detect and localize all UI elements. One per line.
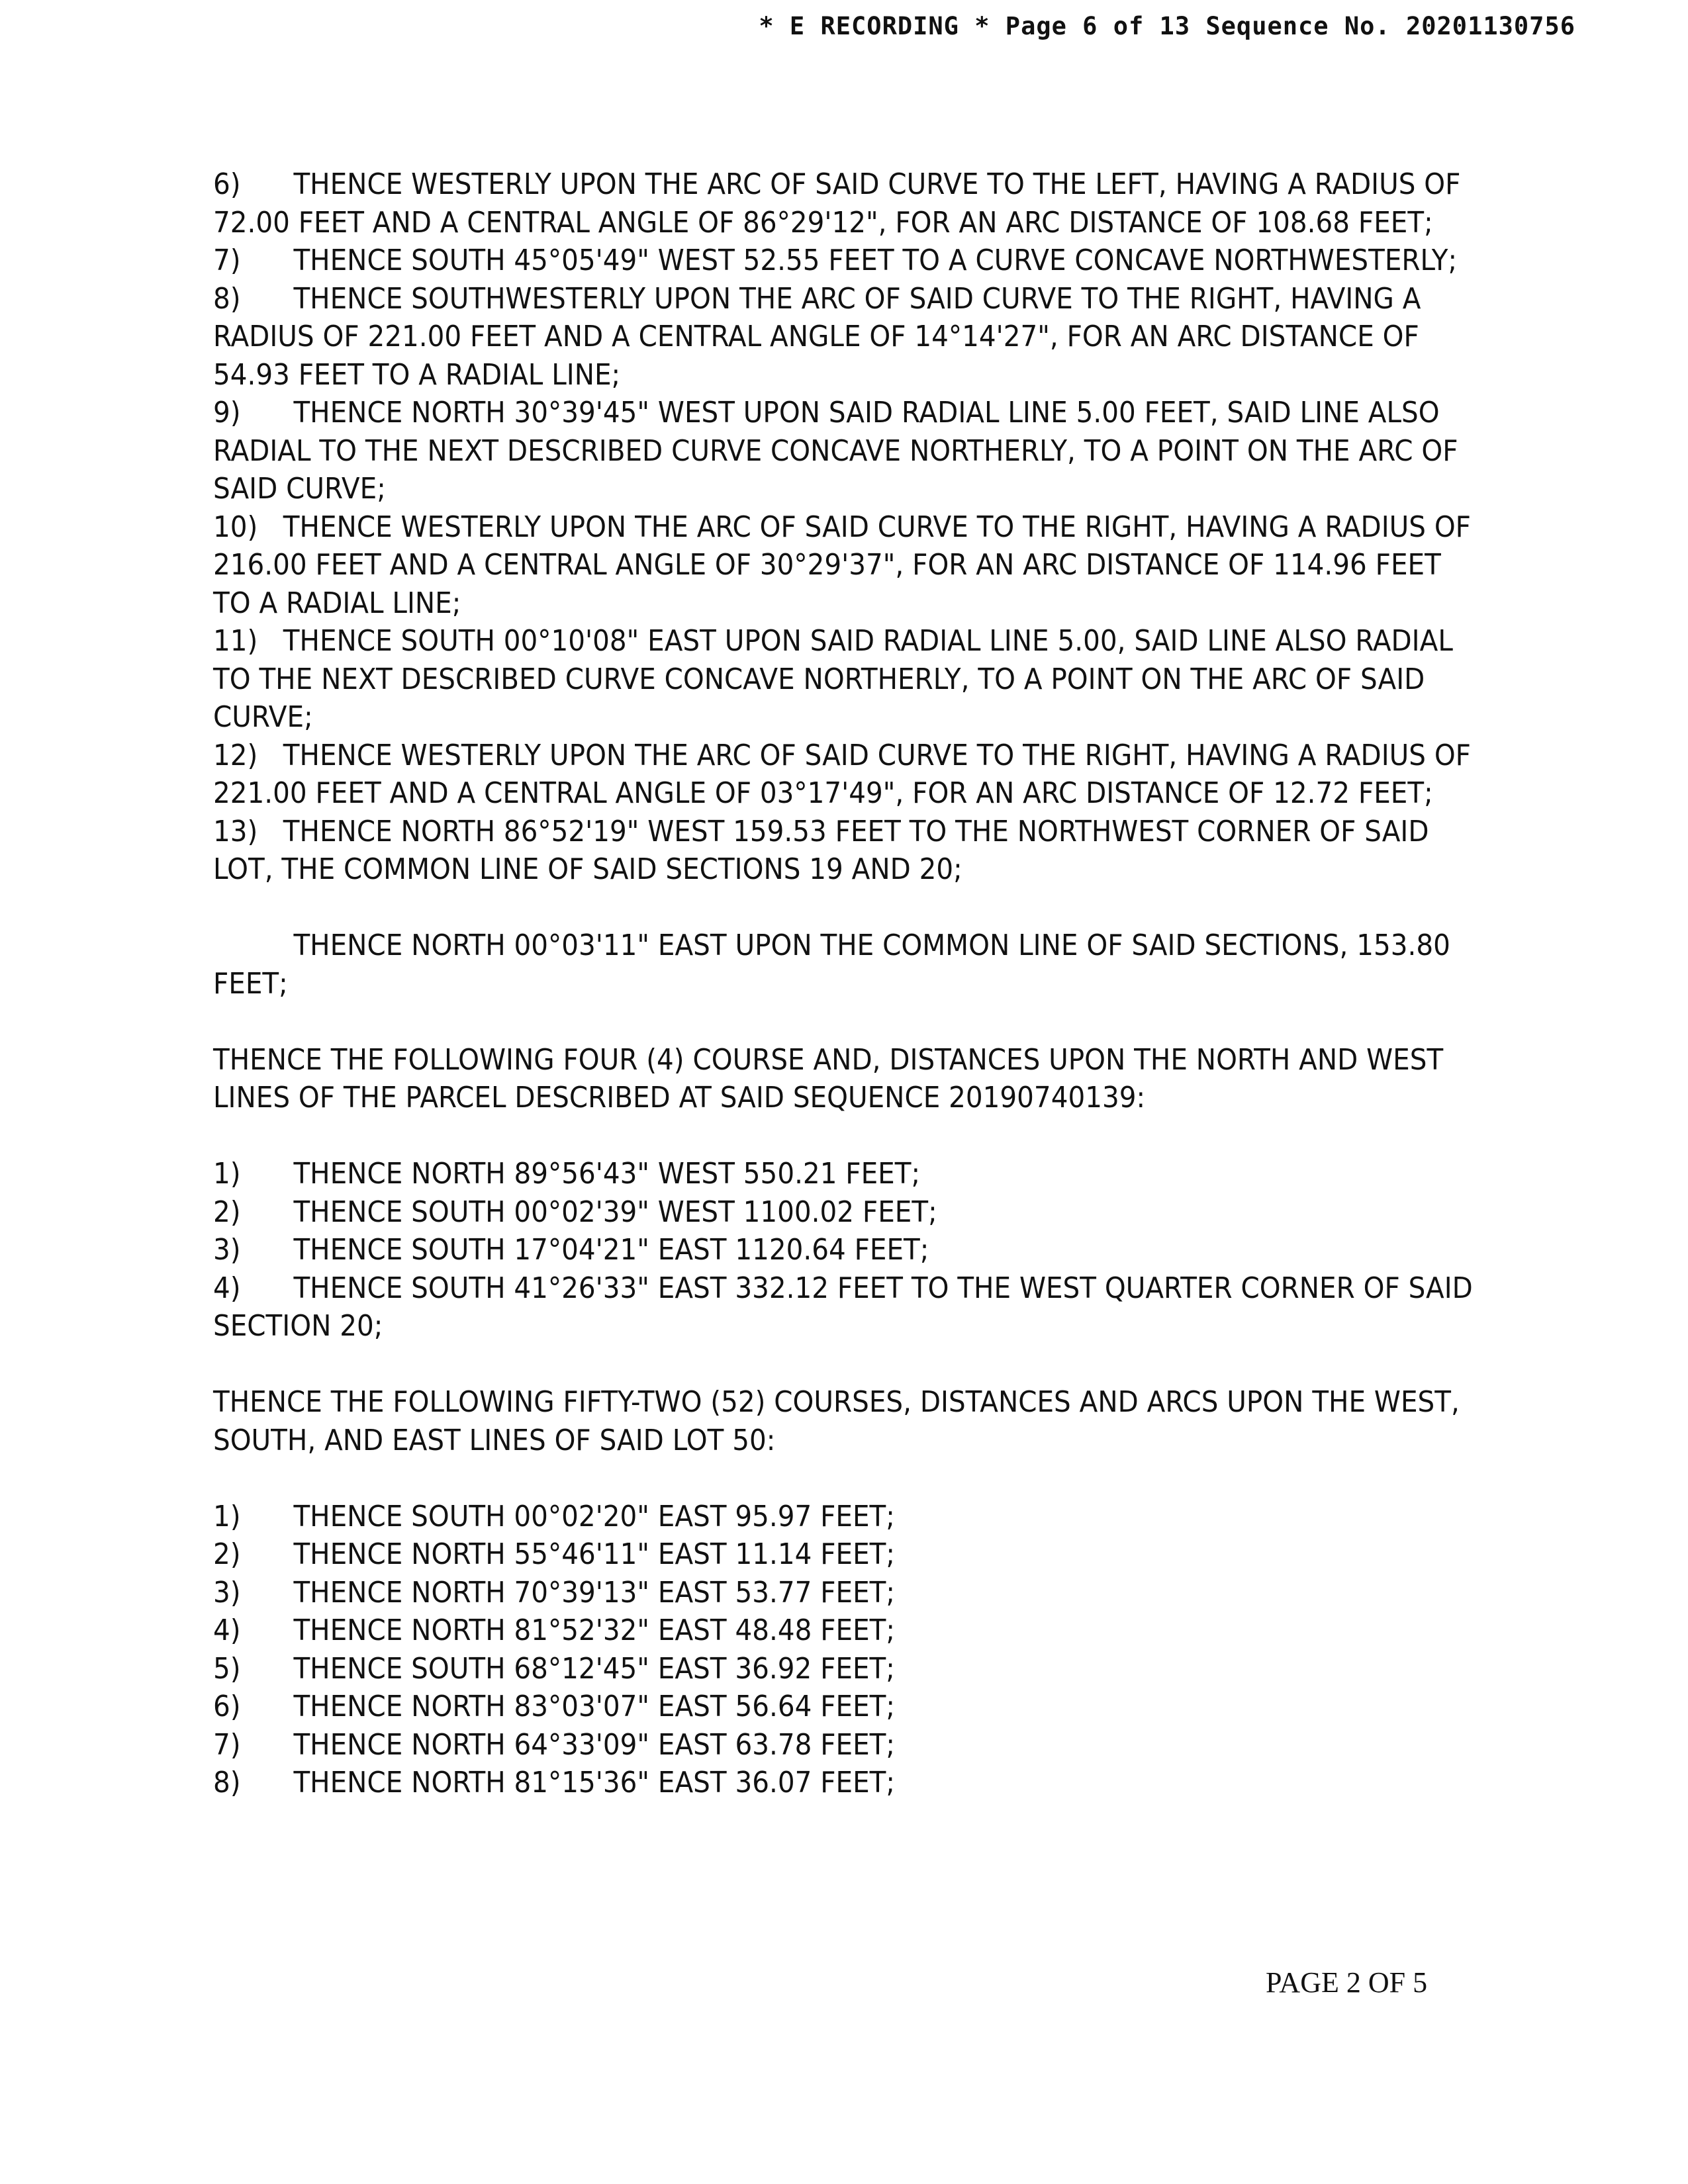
course-item [213, 813, 1474, 889]
legal-description-body [213, 165, 1474, 1802]
course-number: 11) [213, 624, 258, 658]
course-text: THENCE NORTH 86°52'19" WEST 159.53 FEET TO THE NORTHWEST CORNER OF SAID LOT, THE COMMON LINE OF SAID SECTIONS 19 AND 20; [213, 814, 1429, 886]
course-number: 1) [213, 1499, 241, 1533]
course-item [213, 1155, 1474, 1193]
course-item [213, 1650, 1474, 1688]
course-number: 7) [213, 1727, 241, 1762]
course-text: THENCE WESTERLY UPON THE ARC OF SAID CURVE TO THE RIGHT, HAVING A RADIUS OF 216.00 FEET AND A CENTRAL ANGLE OF 30°29'37", FOR AN ARC DISTANCE OF 114.96 FEET TO A RADIAL LINE; [213, 510, 1471, 620]
course-item [213, 280, 1474, 394]
course-text: THENCE NORTH 89°56'43" WEST 550.21 FEET; [293, 1157, 921, 1191]
course-item [213, 622, 1474, 737]
course-item [213, 1535, 1474, 1574]
course-item [213, 508, 1474, 623]
spacer [213, 1117, 1474, 1156]
fifty-two-courses-list [213, 1498, 1474, 1802]
course-text: THENCE SOUTH 00°02'39" WEST 1100.02 FEET; [293, 1195, 937, 1229]
course-number: 12) [213, 738, 258, 772]
course-number: 6) [213, 167, 241, 201]
course-text: THENCE SOUTH 17°04'21" EAST 1120.64 FEET; [293, 1233, 929, 1267]
course-item [213, 1193, 1474, 1232]
course-number: 10) [213, 510, 258, 544]
course-item [213, 165, 1474, 242]
course-number: 9) [213, 396, 241, 430]
thence-north-paragraph: THENCE NORTH 00°03'11" EAST UPON THE COMMON LINE OF SAID SECTIONS, 153.80 FEET; [213, 929, 1450, 1001]
course-text: THENCE SOUTH 68°12'45" EAST 36.92 FEET; [293, 1651, 895, 1686]
course-number: 8) [213, 281, 241, 316]
course-number: 7) [213, 244, 241, 277]
course-number: 4) [213, 1271, 241, 1305]
course-item [213, 1726, 1474, 1764]
four-courses-intro: THENCE THE FOLLOWING FOUR (4) COURSE AND, DISTANCES UPON THE NORTH AND WEST LINES OF THE PARCEL DESCRIBED AT SAID SEQUENCE 20190740139: [213, 1042, 1444, 1115]
course-text: THENCE SOUTH 41°26'33" EAST 332.12 FEET TO THE WEST QUARTER CORNER OF SAID SECTION 20; [213, 1271, 1473, 1343]
course-text: THENCE SOUTH 45°05'49" WEST 52.55 FEET TO A CURVE CONCAVE NORTHWESTERLY; [293, 244, 1458, 277]
course-text: THENCE NORTH 55°46'11" EAST 11.14 FEET; [293, 1537, 896, 1571]
course-text: THENCE NORTH 30°39'45" WEST UPON SAID RADIAL LINE 5.00 FEET, SAID LINE ALSO RADIAL TO THE NEXT DESCRIBED CURVE CONCAVE NORTHERLY, TO A POINT ON THE ARC OF SAID CURVE; [213, 396, 1458, 506]
course-item [213, 1688, 1474, 1726]
course-number: 2) [213, 1195, 241, 1229]
fifty-two-courses-intro: THENCE THE FOLLOWING FIFTY-TWO (52) COURSES, DISTANCES AND ARCS UPON THE WEST, SOUTH, AND EAST LINES OF SAID LOT 50: [213, 1385, 1460, 1457]
course-number: 8) [213, 1766, 241, 1799]
course-item [213, 242, 1474, 280]
course-item [213, 1612, 1474, 1650]
course-number: 3) [213, 1575, 241, 1610]
course-number: 5) [213, 1651, 241, 1686]
spacer [213, 889, 1474, 927]
course-item [213, 1498, 1474, 1536]
spacer [213, 1459, 1474, 1498]
four-courses-list [213, 1155, 1474, 1345]
course-number: 4) [213, 1614, 241, 1647]
course-number: 6) [213, 1690, 241, 1723]
course-text: THENCE NORTH 81°15'36" EAST 36.07 FEET; [293, 1766, 896, 1799]
course-number: 13) [213, 814, 258, 848]
course-text: THENCE SOUTHWESTERLY UPON THE ARC OF SAID CURVE TO THE RIGHT, HAVING A RADIUS OF 221.00 FEET AND A CENTRAL ANGLE OF 14°14'27", FOR AN ARC DISTANCE OF 54.93 FEET TO A RADIAL LINE; [213, 281, 1421, 392]
course-item [213, 394, 1474, 508]
course-item [213, 1574, 1474, 1612]
course-item [213, 1231, 1474, 1269]
course-text: THENCE NORTH 81°52'32" EAST 48.48 FEET; [293, 1614, 896, 1647]
course-number: 3) [213, 1233, 241, 1267]
course-text: THENCE WESTERLY UPON THE ARC OF SAID CURVE TO THE RIGHT, HAVING A RADIUS OF 221.00 FEET AND A CENTRAL ANGLE OF 03°17'49", FOR AN ARC DISTANCE OF 12.72 FEET; [213, 738, 1471, 810]
course-item [213, 737, 1474, 813]
course-number: 2) [213, 1537, 241, 1571]
spacer [213, 1003, 1474, 1041]
spacer [213, 1345, 1474, 1384]
recording-header: * E RECORDING * Page 6 of 13 Sequence No. 20201130756 [759, 12, 1575, 40]
course-text: THENCE SOUTH 00°02'20" EAST 95.97 FEET; [293, 1499, 895, 1533]
page-footer: PAGE 2 OF 5 [1266, 1966, 1428, 1999]
course-number: 1) [213, 1157, 241, 1191]
course-item [213, 1269, 1474, 1345]
course-item [213, 1764, 1474, 1802]
course-text: THENCE NORTH 70°39'13" EAST 53.77 FEET; [293, 1575, 896, 1610]
course-text: THENCE NORTH 83°03'07" EAST 56.64 FEET; [293, 1690, 896, 1723]
course-text: THENCE NORTH 64°33'09" EAST 63.78 FEET; [293, 1727, 896, 1762]
course-text: THENCE SOUTH 00°10'08" EAST UPON SAID RADIAL LINE 5.00, SAID LINE ALSO RADIAL TO THE NEXT DESCRIBED CURVE CONCAVE NORTHERLY, TO A POINT ON THE ARC OF SAID CURVE; [213, 624, 1453, 734]
courses-continued-list [213, 165, 1474, 889]
course-text: THENCE WESTERLY UPON THE ARC OF SAID CURVE TO THE LEFT, HAVING A RADIUS OF 72.00 FEET AND A CENTRAL ANGLE OF 86°29'12", FOR AN ARC DISTANCE OF 108.68 FEET; [213, 167, 1461, 240]
